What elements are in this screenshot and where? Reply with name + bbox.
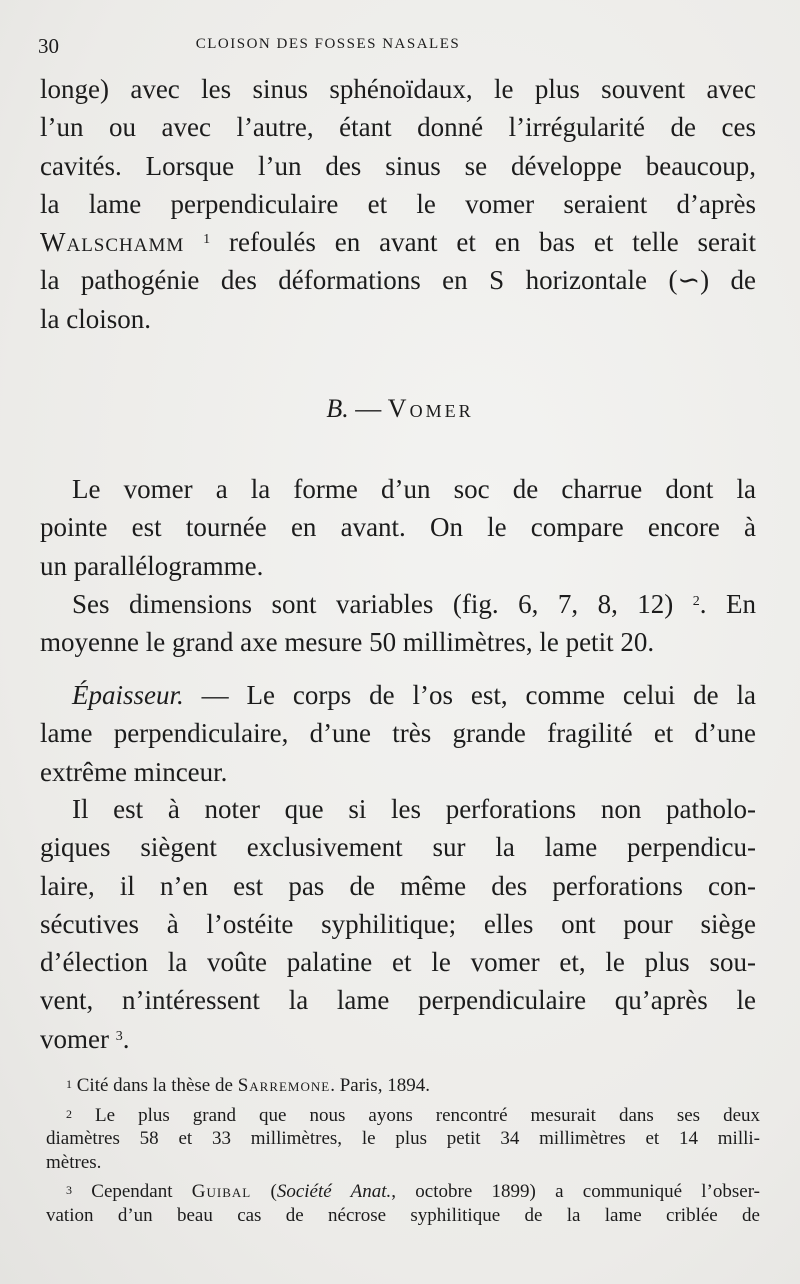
text-fragment: ( <box>251 1181 277 1202</box>
text-fragment: . Paris, 1894. <box>330 1075 430 1096</box>
text-line: pointe est tournée en avant. On le compare encore à <box>40 512 756 543</box>
text-line-with-note <box>40 585 756 623</box>
author-name: Sarremone <box>237 1075 331 1096</box>
paragraph-thickness <box>40 676 756 791</box>
text-line: la cloison. <box>40 303 151 334</box>
paragraph-continuation <box>40 70 756 338</box>
author-name: Walschamm <box>40 227 185 258</box>
text-line-with-note <box>40 1020 756 1058</box>
text-line: Le vomer a la forme d’un soc de charrue dont la <box>72 474 756 504</box>
section-dash: — <box>348 394 388 423</box>
paragraph-perforations <box>40 790 756 1058</box>
text-line: giques siègent exclusivement sur la lame perpendicu- <box>40 832 756 863</box>
text-fragment: Le plus grand que nous ayons rencontré mesurait dans ses deux <box>72 1104 760 1126</box>
text-line-with-author <box>40 223 756 261</box>
footnote-ref-1: 1 <box>203 232 211 248</box>
text-line: laire, il n’en est pas de même des perforations con- <box>40 870 756 901</box>
footnote-line <box>46 1104 760 1128</box>
text-fragment: — Le corps de l’os est, comme celui de la <box>183 680 756 710</box>
text-fragment: . <box>122 1023 130 1054</box>
text-fragment: Cependant <box>72 1181 192 1202</box>
text-fragment: Ses dimensions sont variables (fig. 6, 7, 8, 12) <box>72 589 674 619</box>
author-name: Guibal <box>191 1181 252 1202</box>
footnote-line <box>46 1074 760 1098</box>
paragraph-dimensions <box>40 585 756 662</box>
footnote-marker: 2 <box>66 1106 72 1121</box>
text-line: moyenne le grand axe mesure 50 millimètres, le petit 20. <box>40 627 655 658</box>
text-line: la lame perpendiculaire et le vomer seraient d’après <box>40 188 756 219</box>
footnote-line: mètres. <box>46 1151 102 1173</box>
footnote-line: vation d’un beau cas de nécrose syphilitique de la lame criblée de <box>46 1204 760 1226</box>
text-line: la pathogénie des déformations en S horizontale (∽) de <box>40 265 756 296</box>
page-number: 30 <box>38 34 59 58</box>
footnote-3 <box>46 1180 760 1227</box>
footnote-ref-3: 3 <box>115 1028 123 1044</box>
text-line: sécutives à l’ostéite syphilitique; elles ont pour siège <box>40 908 756 939</box>
text-line: l’un ou avec l’autre, étant donné l’irrégularité de ces <box>40 112 756 143</box>
page-header <box>38 34 758 58</box>
footnote-1 <box>46 1074 760 1098</box>
footnote-marker: 3 <box>66 1183 72 1197</box>
text-fragment: , octobre 1899) a communiqué l’obser- <box>391 1181 760 1202</box>
footnote-line <box>46 1180 760 1204</box>
paragraph-label: Épaisseur. <box>72 680 184 710</box>
text-line: extrême minceur. <box>40 756 228 787</box>
text-line: d’élection la voûte palatine et le vomer et, le plus sou- <box>40 947 756 978</box>
text-fragment: refoulés en avant et en bas et telle serait <box>210 227 756 258</box>
footnote-ref-2: 2 <box>692 594 700 609</box>
text-fragment: Cité dans la thèse de <box>72 1075 238 1096</box>
text-line: lame perpendiculaire, d’une très grande fragilité et d’une <box>40 718 756 749</box>
section-letter: B. <box>326 394 349 423</box>
text-line: vent, n’intéressent la lame perpendiculaire qu’après le <box>40 985 756 1016</box>
running-title: CLOISON DES FOSSES NASALES <box>195 36 461 52</box>
text-line-with-label <box>40 676 756 714</box>
section-title: Vomer <box>387 394 474 423</box>
footnotes <box>46 1074 760 1233</box>
text-line: un parallélogramme. <box>40 550 264 581</box>
section-heading <box>0 394 800 424</box>
text-line: Il est à noter que si les perforations non patholo- <box>72 794 756 824</box>
text-fragment: . En <box>699 589 757 619</box>
footnote-line: diamètres 58 et 33 millimètres, le plus petit 34 millimètres et 14 milli- <box>46 1128 760 1149</box>
footnote-marker: 1 <box>66 1077 72 1091</box>
text-line: cavités. Lorsque l’un des sinus se développe beaucoup, <box>40 150 756 181</box>
text-fragment: vomer <box>40 1023 109 1054</box>
text-line: longe) avec les sinus sphénoïdaux, le plus souvent avec <box>40 74 756 104</box>
journal-name: Société Anat. <box>276 1181 392 1202</box>
paragraph-vomer-shape <box>40 470 756 585</box>
footnote-2 <box>46 1104 760 1175</box>
